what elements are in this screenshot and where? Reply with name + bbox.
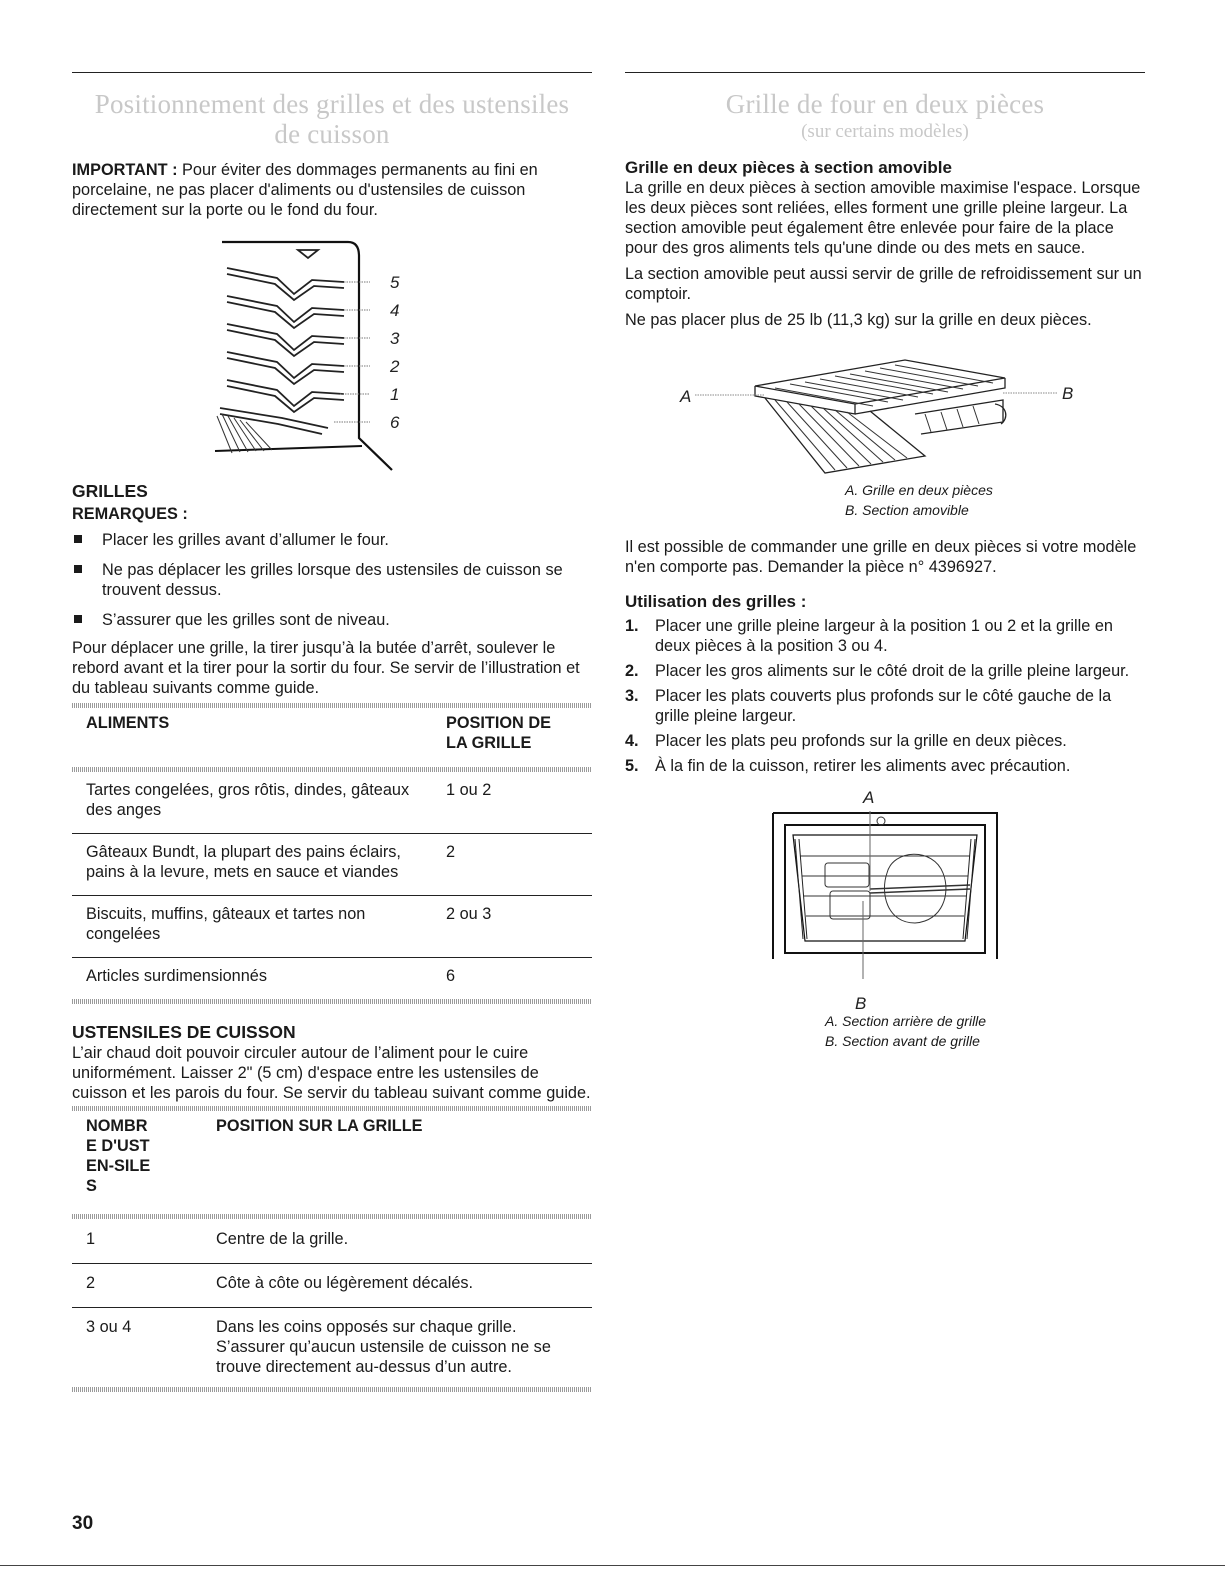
important-label: IMPORTANT : [72, 161, 178, 179]
table-row: 2 Côte à côte ou légèrement décalés. [86, 1274, 474, 1292]
section-subtitle-right: (sur certains modèles) [801, 121, 969, 142]
list-item: 1. Placer une grille pleine largeur à la position 1 ou 2 et la grille en deux pièces à la position 3 ou 4. [625, 617, 1113, 655]
split-rack-illustration [625, 338, 1145, 478]
order-paragraph: Il est possible de commander une grille en deux pièces si votre modèle n'en comporte pas. Demander la pièce n° 4396927. [625, 538, 1137, 576]
ustensiles-paragraph: L’air chaud doit pouvoir circuler autour de l’aliment pour le cuire uniformément. Laisser 2" (5 cm) d'espace entre les ustensiles de cuisson et les parois du four. Se servir du tableau suivant comme guide. [72, 1044, 591, 1102]
use-heading: Utilisation des grilles : [625, 592, 807, 611]
bullet-square-icon [74, 615, 82, 623]
fig1-caption [625, 480, 1145, 520]
title-line-2: de cuisson [274, 119, 390, 149]
table-divider [72, 999, 592, 1004]
table-header-aliments: ALIMENTS [86, 714, 170, 732]
fig1-label-a: A [680, 387, 692, 406]
fig2-caption-a: A. Section arrière de grille [825, 1013, 987, 1029]
table-header-position: POSITION DE LA GRILLE [446, 714, 551, 752]
top-rule-right [625, 72, 1145, 73]
steps-list [625, 616, 1145, 776]
table-row: Gâteaux Bundt, la plupart des pains éclairs, pains à la levure, mets en sauce et viandes 2 [86, 843, 456, 881]
list-item: Placer les grilles avant d’allumer le four. [72, 530, 592, 550]
list-item: 3. Placer les plats couverts plus profonds sur le côté gauche de la grille pleine largeur. [625, 687, 1112, 725]
rack-position-diagram [72, 238, 592, 476]
table-header-position-grille: POSITION SUR LA GRILLE [216, 1117, 423, 1135]
table-header-nombre: NOMBRE D'USTEN-SILES [86, 1117, 151, 1195]
right-column [625, 72, 1145, 1051]
table-row: Biscuits, muffins, gâteaux et tartes non congelées 2 ou 3 [86, 905, 492, 943]
food-position-table [72, 708, 592, 999]
grilles-heading: GRILLES [72, 481, 148, 501]
rack-label-6: 6 [390, 413, 400, 432]
rack-label-1: 1 [390, 385, 400, 404]
table-row: Articles surdimensionnés 6 [86, 967, 456, 985]
rack-label-5: 5 [390, 273, 400, 292]
remarques-list [72, 530, 592, 630]
fig2-caption [625, 1011, 1145, 1051]
bullet-square-icon [74, 565, 82, 573]
fig1-caption-b: B. Section amovible [845, 502, 969, 518]
table-row: 1 Centre de la grille. [86, 1230, 349, 1248]
fig2-label-b: B [855, 994, 867, 1011]
split-rack-figure [625, 338, 1145, 478]
list-item: 4. Placer les plats peu profonds sur la grille en deux pièces. [625, 732, 1067, 750]
important-note [72, 160, 592, 220]
oven-rack-illustration [72, 238, 592, 476]
bullet-square-icon [74, 535, 82, 543]
oven-interior-figure [625, 781, 1145, 1011]
table-divider [72, 1387, 592, 1392]
table-row: Tartes congelées, gros rôtis, dindes, gâteaux des anges 1 ou 2 [86, 781, 492, 819]
rack-label-3: 3 [390, 329, 400, 348]
utensil-position-table [72, 1111, 592, 1387]
rack-label-4: 4 [390, 301, 400, 320]
important-text: Pour éviter des dommages permanents au fini en porcelaine, ne pas placer d'aliments ou d'ustensiles de cuisson directement sur la porte ou le fond du four. [72, 161, 538, 219]
remarques-heading: REMARQUES : [72, 505, 188, 523]
bottom-rule [0, 1565, 1225, 1566]
left-column [72, 72, 592, 1392]
paragraph-1: La grille en deux pièces à section amovible maximise l'espace. Lorsque les deux pièces sont reliées, elles forment une grille pleine largeur. La section amovible peut également être enlevée pour faire de la place pour des gros aliments tels qu'une dinde ou des mets en sauce. [625, 179, 1141, 257]
paragraph-3: Ne pas placer plus de 25 lb (11,3 kg) sur la grille en deux pièces. [625, 311, 1092, 329]
section-title-left [72, 89, 592, 149]
ustensiles-heading: USTENSILES DE CUISSON [72, 1022, 296, 1042]
fig2-caption-b: B. Section avant de grille [825, 1033, 980, 1049]
oven-interior-illustration [625, 781, 1145, 1011]
top-rule-left [72, 72, 592, 73]
table-row: 3 ou 4 Dans les coins opposés sur chaque grille. S’assurer qu’aucun ustensile de cuisson ne se trouve directement au-dessus d’un autre. [86, 1318, 551, 1376]
list-item: 2. Placer les gros aliments sur le côté droit de la grille pleine largeur. [625, 662, 1130, 680]
list-item: S’assurer que les grilles sont de niveau. [72, 610, 592, 630]
sub-heading-removable: Grille en deux pièces à section amovible [625, 158, 952, 177]
list-item: Ne pas déplacer les grilles lorsque des ustensiles de cuisson se trouvent dessus. [72, 560, 592, 600]
title-line-1: Positionnement des grilles et des ustensiles [94, 89, 570, 119]
fig2-label-a: A [863, 788, 875, 807]
fig1-caption-a: A. Grille en deux pièces [845, 482, 993, 498]
page-number: 30 [72, 1513, 94, 1534]
move-rack-paragraph: Pour déplacer une grille, la tirer jusqu’à la butée d’arrêt, soulever le rebord avant et la tirer pour la sortir du four. Se servir de l’illustration et du tableau suivants comme guide. [72, 639, 580, 697]
section-title-right: Grille de four en deux pièces [725, 89, 1045, 119]
rack-label-2: 2 [390, 357, 400, 376]
list-item: 5. À la fin de la cuisson, retirer les aliments avec précaution. [625, 757, 1071, 775]
paragraph-2: La section amovible peut aussi servir de grille de refroidissement sur un comptoir. [625, 265, 1142, 303]
fig1-label-b: B [1062, 384, 1074, 403]
